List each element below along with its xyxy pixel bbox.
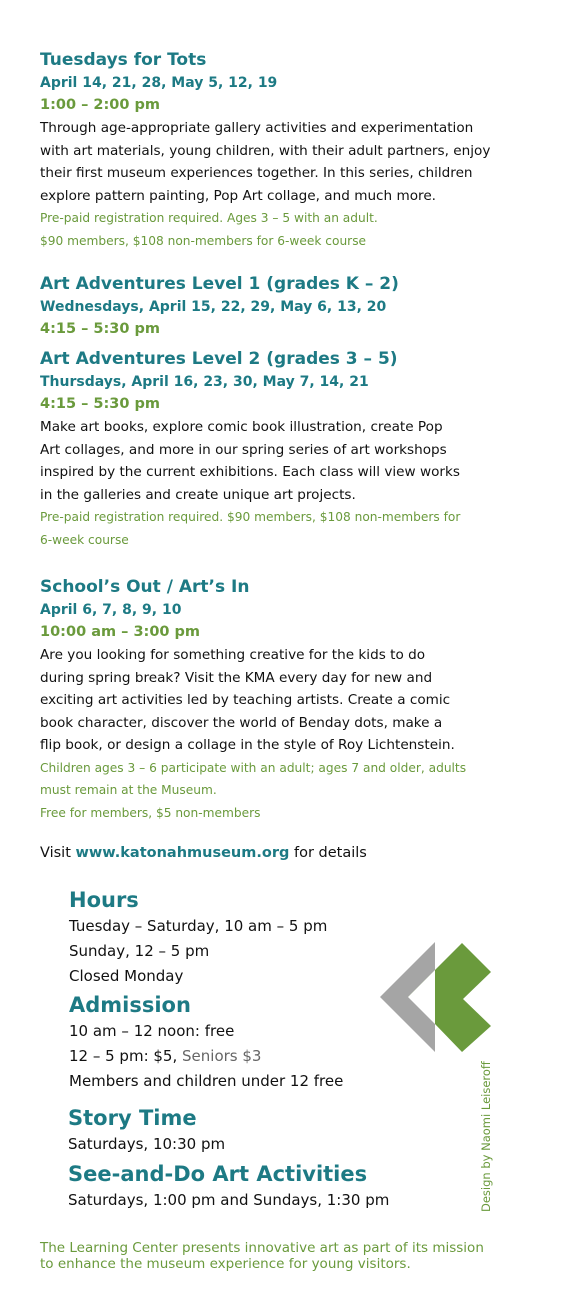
logo-gray-bottom <box>380 997 435 1052</box>
hours-line: Sunday, 12 – 5 pm <box>69 942 210 960</box>
description-line: Art collages, and more in our spring series of art workshops <box>40 441 447 458</box>
section-dates: Wednesdays, April 15, 22, 29, May 6, 13, 20 <box>40 299 387 315</box>
section-tuesdays-for-tots <box>40 48 540 252</box>
section-notes <box>40 207 540 252</box>
section-description <box>40 117 540 207</box>
website-link[interactable]: www.katonahmuseum.org <box>75 845 290 861</box>
note-line: Pre-paid registration required. $90 members, $108 non-members for <box>40 510 461 524</box>
see-and-do-block <box>68 1160 389 1213</box>
section-time: 1:00 – 2:00 pm <box>40 97 161 113</box>
footer-mission <box>40 1240 484 1272</box>
see-and-do-line: Saturdays, 1:00 pm and Sundays, 1:30 pm <box>68 1191 390 1209</box>
section-description <box>40 644 540 757</box>
section-time: 10:00 am – 3:00 pm <box>40 624 201 640</box>
note-line: 6-week course <box>40 532 129 547</box>
hours-line: Closed Monday <box>69 967 184 985</box>
section-dates: April 6, 7, 8, 9, 10 <box>40 602 182 618</box>
design-credit: Design by Naomi Leiseroff <box>479 1061 493 1212</box>
description-line: during spring break? Visit the KMA every day for new and <box>40 669 433 686</box>
description-line: Make art books, explore comic book illustration, create Pop <box>40 419 443 435</box>
visit-suffix: for details <box>289 845 367 861</box>
see-and-do-heading: See-and-Do Art Activities <box>68 1162 368 1186</box>
section-title: School’s Out / Art’s In <box>40 577 250 597</box>
description-line: book character, discover the world of Benday dots, make a <box>40 714 443 731</box>
story-time-heading: Story Time <box>68 1106 197 1130</box>
description-line: explore pattern painting, Pop Art collage, and much more. <box>40 187 437 204</box>
description-line: flip book, or design a collage in the style of Roy Lichtenstein. <box>40 737 455 753</box>
hours-block <box>69 886 327 989</box>
note-line: Pre-paid registration required. Ages 3 – 5 with an adult. <box>40 211 378 225</box>
hours-line: Tuesday – Saturday, 10 am – 5 pm <box>69 917 328 935</box>
hours-heading: Hours <box>69 888 139 912</box>
description-line: their first museum experiences together. In this series, children <box>40 165 473 181</box>
description-line: inspired by the current exhibitions. Each class will view works <box>40 464 460 480</box>
section-notes <box>40 506 540 551</box>
section-title: Tuesdays for Tots <box>40 50 207 70</box>
description-line: exciting art activities led by teaching artists. Create a comic <box>40 692 451 708</box>
story-time-block <box>68 1104 225 1157</box>
admission-block <box>69 991 343 1094</box>
section-title: Art Adventures Level 2 (grades 3 – 5) <box>40 349 398 369</box>
description-line: with art materials, young children, with their adult partners, enjoy <box>40 142 491 159</box>
section-art-adventures-2 <box>40 347 540 551</box>
section-time: 4:15 – 5:30 pm <box>40 396 161 412</box>
admission-line <box>69 1044 343 1069</box>
admission-seniors: Seniors $3 <box>182 1047 262 1065</box>
admission-line: Members and children under 12 free <box>69 1072 344 1090</box>
note-line: Children ages 3 – 6 participate with an adult; ages 7 and older, adults <box>40 760 467 775</box>
note-line: must remain at the Museum. <box>40 783 217 797</box>
section-dates: Thursdays, April 16, 23, 30, May 7, 14, 21 <box>40 374 369 390</box>
section-schools-out <box>40 575 540 824</box>
section-dates: April 14, 21, 28, May 5, 12, 19 <box>40 75 278 91</box>
visit-line <box>40 845 367 861</box>
section-notes <box>40 757 540 825</box>
section-title: Art Adventures Level 1 (grades K – 2) <box>40 274 399 294</box>
section-time: 4:15 – 5:30 pm <box>40 321 161 337</box>
description-line: Through age-appropriate gallery activities and experimentation <box>40 120 474 136</box>
museum-logo-icon <box>378 942 493 1052</box>
description-line: Are you looking for something creative for the kids to do <box>40 647 426 663</box>
note-line: $90 members, $108 non-members for 6-week course <box>40 233 367 248</box>
description-line: in the galleries and create unique art projects. <box>40 486 356 503</box>
story-time-line: Saturdays, 10:30 pm <box>68 1135 226 1153</box>
section-description <box>40 416 540 506</box>
admission-line: 10 am – 12 noon: free <box>69 1022 235 1040</box>
footer-line: The Learning Center presents innovative art as part of its mission <box>40 1240 484 1256</box>
visit-prefix: Visit <box>40 845 76 861</box>
section-art-adventures-1 <box>40 272 540 341</box>
note-line: Free for members, $5 non-members <box>40 805 261 820</box>
footer-line: to enhance the museum experience for young visitors. <box>40 1256 411 1272</box>
admission-heading: Admission <box>69 993 191 1017</box>
admission-price: 12 – 5 pm: $5, <box>69 1047 183 1065</box>
